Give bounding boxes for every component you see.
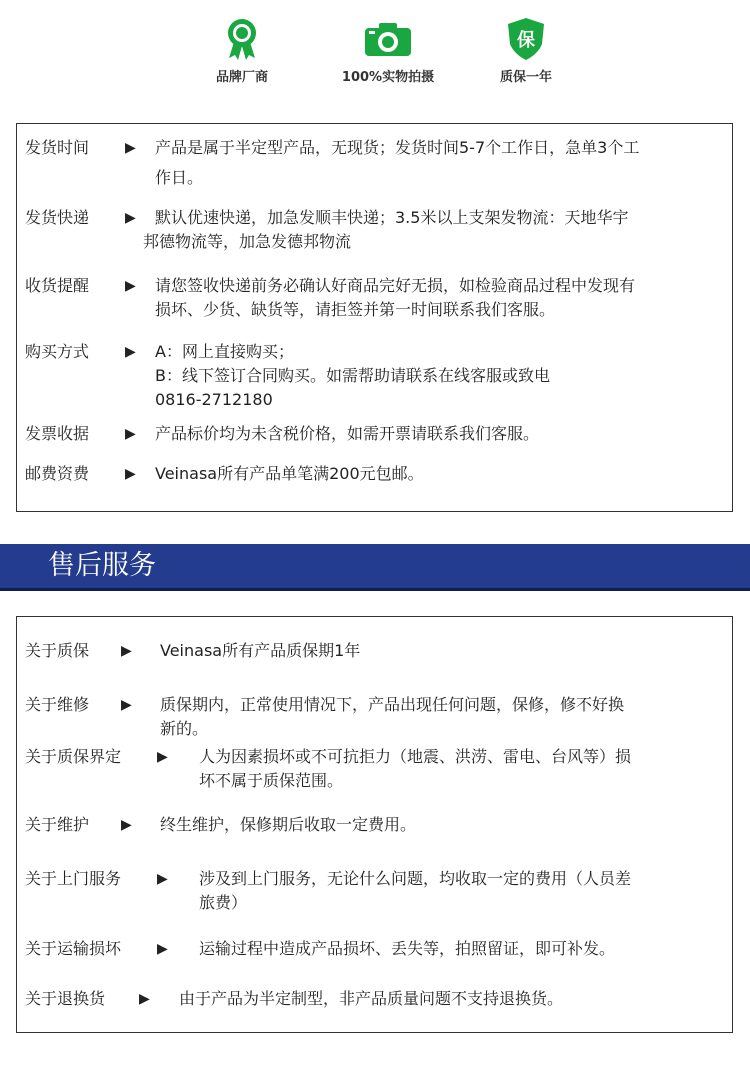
arrow-icon: ▶ — [125, 426, 136, 442]
service-value: 质保期内，正常使用情况下，产品出现任何问题，保修，修不好换 新的。 — [160, 695, 625, 738]
arrow-icon: ▶ — [125, 344, 136, 360]
badge-photo — [308, 18, 468, 85]
arrow-icon: ▶ — [157, 871, 168, 887]
badge-label: 品牌厂商 — [215, 70, 268, 85]
service-term: 关于维修 — [25, 695, 90, 714]
award-ribbon-icon — [162, 18, 322, 60]
badge-brand — [162, 18, 322, 85]
service-term: 关于上门服务 — [25, 869, 122, 888]
info-value: A：网上直接购买； B：线下签订合同购买。如需帮助请联系在线客服或致电 0816-2712180 — [155, 342, 550, 409]
info-value: 请您签收快递前务必确认好商品完好无损，如检验商品过程中发现有 损坏、少货、缺货等，请拒签并第一时间联系我们客服。 — [155, 276, 636, 319]
info-value: Veinasa所有产品单笔满200元包邮。 — [155, 464, 424, 483]
badge-strip — [0, 0, 750, 100]
service-value: Veinasa所有产品质保期1年 — [160, 641, 361, 660]
banner-underline — [0, 588, 750, 591]
shipping-info-box — [16, 123, 733, 512]
arrow-icon: ▶ — [121, 697, 132, 713]
service-value: 运输过程中造成产品损坏、丢失等，拍照留证，即可补发。 — [199, 939, 616, 958]
arrow-icon: ▶ — [139, 991, 150, 1007]
arrow-icon: ▶ — [157, 749, 168, 765]
arrow-icon: ▶ — [125, 466, 136, 482]
section-banner — [0, 544, 750, 590]
info-term: 购买方式 — [25, 342, 90, 361]
camera-icon — [308, 18, 468, 60]
arrow-icon: ▶ — [125, 278, 136, 294]
shield-icon — [446, 18, 606, 60]
arrow-icon: ▶ — [157, 941, 168, 957]
shield-glyph: 保 — [517, 30, 535, 51]
info-value: 产品是属于半定型产品，无现货；发货时间5-7个工作日，急单3个工 作日。 — [155, 138, 640, 187]
service-value: 人为因素损坏或不可抗拒力（地震、洪涝、雷电、台风等）损 坏不属于质保范围。 — [199, 747, 632, 790]
service-value: 由于产品为半定制型，非产品质量问题不支持退换货。 — [179, 989, 564, 1008]
service-term: 关于维护 — [25, 815, 90, 834]
service-term: 关于退换货 — [25, 989, 106, 1008]
badge-warranty — [446, 18, 606, 85]
info-term: 发票收据 — [25, 424, 90, 443]
arrow-icon: ▶ — [125, 210, 136, 226]
info-term: 收货提醒 — [25, 276, 90, 295]
info-value: 默认优速快递，加急发顺丰快递；3.5米以上支架发物流：天地华宇 邦德物流等，加急发德邦物流 — [143, 208, 629, 251]
section-title: 售后服务 — [0, 544, 750, 588]
info-value: 产品标价均为未含税价格，如需开票请联系我们客服。 — [155, 424, 540, 443]
info-term: 发货快递 — [25, 208, 90, 227]
service-term: 关于质保界定 — [25, 747, 122, 766]
badge-label: 质保一年 — [499, 70, 552, 85]
info-term: 发货时间 — [25, 138, 90, 157]
info-term: 邮费资费 — [25, 464, 90, 483]
after-sales-box — [16, 616, 733, 1033]
badge-label: 100%实物拍摄 — [341, 70, 435, 85]
arrow-icon: ▶ — [125, 140, 136, 156]
service-value: 终生维护，保修期后收取一定费用。 — [160, 815, 417, 834]
service-value: 涉及到上门服务，无论什么问题，均收取一定的费用（人员差 旅费） — [199, 869, 632, 912]
arrow-icon: ▶ — [121, 643, 132, 659]
service-term: 关于运输损坏 — [25, 939, 122, 958]
arrow-icon: ▶ — [121, 817, 132, 833]
service-term: 关于质保 — [25, 641, 90, 660]
